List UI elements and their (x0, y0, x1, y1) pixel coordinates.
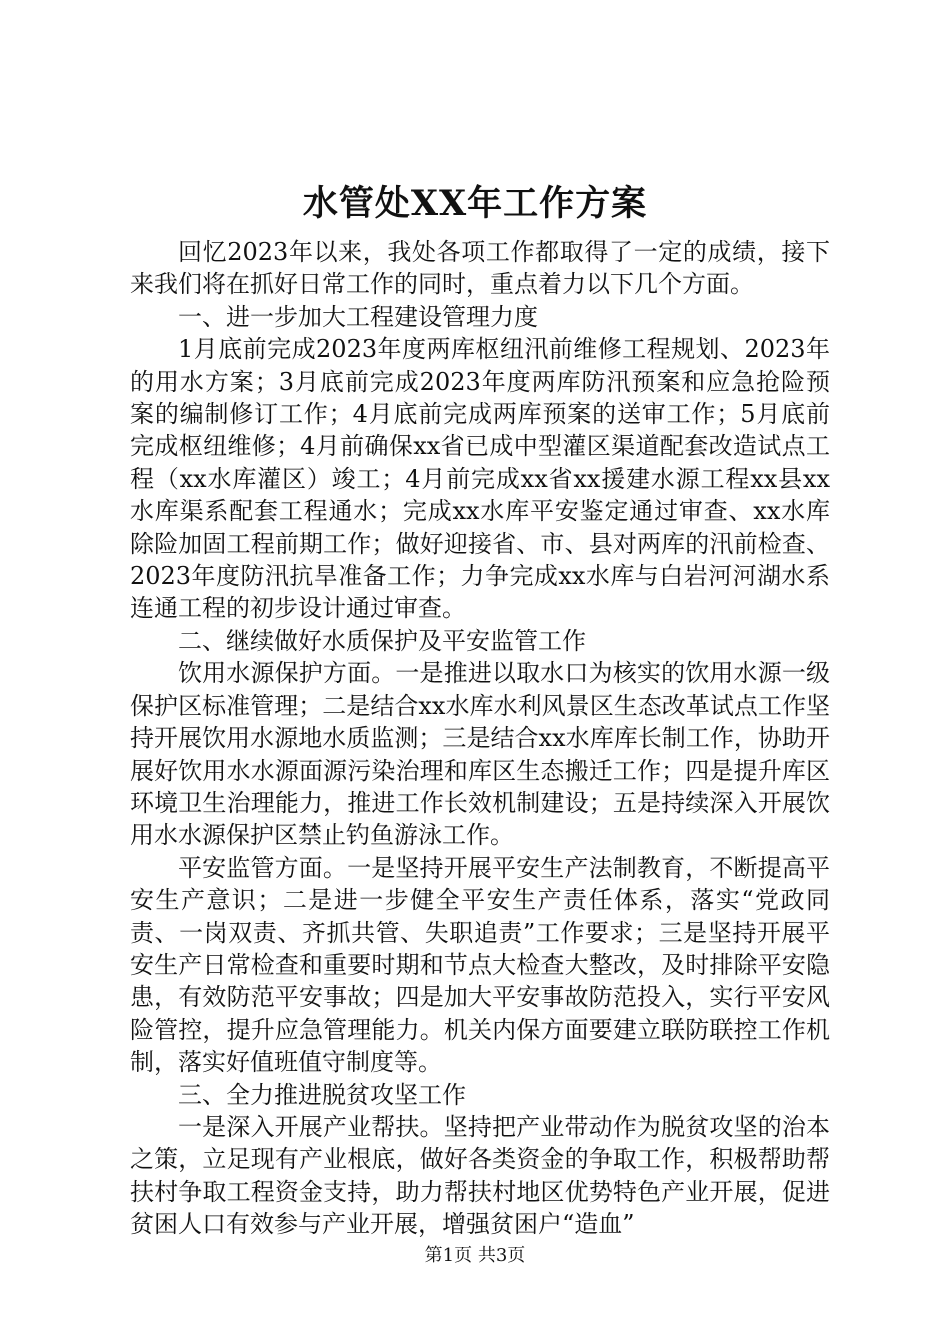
section-3-paragraph: 一是深入开展产业帮扶。坚持把产业带动作为脱贫攻坚的治本之策，立足现有产业根底，做好各类资金的争取工作，积极帮助帮扶村争取工程资金支持，助力帮扶村地区优势特色产业开展，促进贫困人口有效参与产业开展，增强贫困户“造血” (130, 1112, 830, 1239)
section-heading-1: 一、进一步加大工程建设管理力度 (178, 302, 538, 331)
section-2-paragraph-safety: 平安监管方面。一是坚持开展平安生产法制教育，不断提高平安生产意识；二是进一步健全平安生产责任体系，落实“党政同责、一岗双责、齐抓共管、失职追责”工作要求；三是坚持开展平安生产日常检查和重要时期和节点大检查大整改，及时排除平安隐患，有效防范平安事故；四是加大平安事故防范投入，实行平安风险管控，提升应急管理能力。机关内保方面要建立联防联控工作机制，落实好值班值守制度等。 (130, 853, 830, 1077)
section-2-paragraph-water-source: 饮用水源保护方面。一是推进以取水口为核实的饮用水源一级保护区标准管理；二是结合xx水库水利风景区生态改革试点工作坚持开展饮用水源地水质监测；三是结合xx水库库长制工作，协助开展好饮用水水源面源污染治理和库区生态搬迁工作；四是提升库区环境卫生治理能力，推进工作长效机制建设；五是持续深入开展饮用水水源保护区禁止钓鱼游泳工作。 (130, 659, 830, 850)
document-body (130, 236, 830, 1241)
page-footer: 第1页 共3页 (424, 1245, 526, 1266)
intro-paragraph: 回忆2023年以来，我处各项工作都取得了一定的成绩，接下来我们将在抓好日常工作的同时，重点着力以下几个方面。 (130, 238, 830, 299)
section-heading-3: 三、全力推进脱贫攻坚工作 (178, 1080, 466, 1109)
section-1-paragraph: 1月底前完成2023年度两库枢纽汛前维修工程规划、2023年的用水方案；3月底前完成2023年度两库防汛预案和应急抢险预案的编制修订工作；4月底前完成两库预案的送审工作；5月底前完成枢纽维修；4月前确保xx省已成中型灌区渠道配套改造试点工程（xx水库灌区）竣工；4月前完成xx省xx援建水源工程xx县xx水库渠系配套工程通水；完成xx水库平安鉴定通过审查、xx水库除险加固工程前期工作；做好迎接省、市、县对两库的汛前检查、2023年度防汛抗旱准备工作；力争完成xx水库与白岩河河湖水系连通工程的初步设计通过审查。 (130, 335, 830, 623)
document-title: 水管处XX年工作方案 (302, 183, 648, 224)
section-heading-2: 二、继续做好水质保护及平安监管工作 (178, 626, 586, 655)
